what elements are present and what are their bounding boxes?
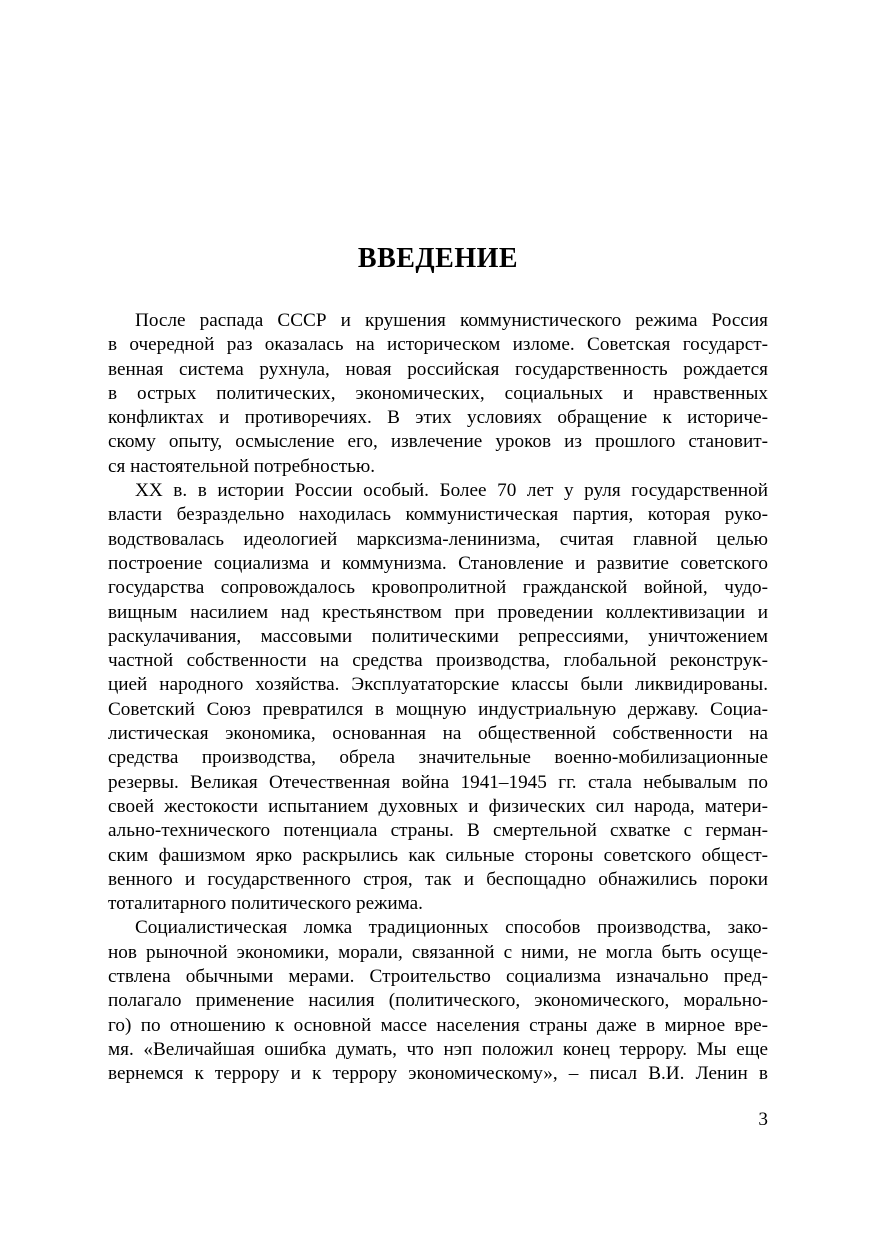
text-line: цией народного хозяйства. Эксплуататорские классы были ликвидированы. <box>108 674 768 696</box>
text-line: построение социализма и коммунизма. Становление и развитие советского <box>108 552 768 574</box>
text-line: раскулачивания, массовыми политическими репрессиями, уничтожением <box>108 625 768 647</box>
text-line: водствовалась идеологией марксизма-ленинизма, считая главной целью <box>108 528 768 550</box>
text-line: власти безраздельно находилась коммунистическая партия, которая руко- <box>108 504 768 526</box>
paragraph <box>108 916 768 1086</box>
text-line: частной собственности на средства производства, глобальной реконструк- <box>108 650 768 672</box>
text-line: ским фашизмом ярко раскрылись как сильные стороны советского общест- <box>108 844 768 866</box>
text-line: ствлена обычными мерами. Строительство социализма изначально пред- <box>108 966 768 988</box>
text-line: полагало применение насилия (политического, экономического, морально- <box>108 990 768 1012</box>
text-line: ся настоятельной потребностью. <box>108 455 376 477</box>
text-line: го) по отношению к основной массе населения страны даже в мирное вре- <box>108 1014 768 1036</box>
text-line: вернемся к террору и к террору экономическому», – писал В.И. Ленин в <box>108 1063 768 1085</box>
text-line: в острых политических, экономических, социальных и нравственных <box>108 382 768 404</box>
text-line: тоталитарного политического режима. <box>108 893 423 915</box>
text-line: венная система рухнула, новая российская государственность рождается <box>108 358 768 380</box>
paragraph <box>108 309 768 479</box>
text-line: XX в. в истории России особый. Более 70 лет у руля государственной <box>135 480 768 502</box>
text-line: в очередной раз оказалась на историческом изломе. Советская государст- <box>108 334 768 356</box>
text-line: мя. «Величайшая ошибка думать, что нэп положил конец террору. Мы еще <box>108 1038 768 1060</box>
text-line: Советский Союз превратился в мощную индустриальную державу. Социа- <box>108 698 768 720</box>
text-line: конфликтах и противоречиях. В этих условиях обращение к историче- <box>108 407 768 429</box>
text-line: вищным насилием над крестьянством при проведении коллективизации и <box>108 601 768 623</box>
text-line: государства сопровождалось кровопролитной гражданской войной, чудо- <box>108 577 768 599</box>
page-number: 3 <box>758 1109 768 1130</box>
text-line: Социалистическая ломка традиционных способов производства, зако- <box>135 917 768 939</box>
text-line: резервы. Великая Отечественная война 1941–1945 гг. стала небывалым по <box>108 771 768 793</box>
text-line: ально-технического потенциала страны. В смертельной схватке с герман- <box>108 820 768 842</box>
text-line: своей жестокости испытанием духовных и физических сил народа, матери- <box>108 795 768 817</box>
text-line: После распада СССР и крушения коммунистического режима Россия <box>135 310 768 331</box>
chapter-title: ВВЕДЕНИЕ <box>357 243 519 274</box>
text-line: скому опыту, осмысление его, извлечение уроков из прошлого становит- <box>108 431 768 453</box>
paragraph <box>108 479 768 916</box>
text-line: средства производства, обрела значительные военно-мобилизационные <box>108 747 768 769</box>
text-line: венного и государственного строя, так и беспощадно обнажились пороки <box>108 868 768 890</box>
body-text <box>108 309 768 1087</box>
text-line: нов рыночной экономики, морали, связанной с ними, не могла быть осуще- <box>108 941 768 963</box>
text-line: листическая экономика, основанная на общественной собственности на <box>108 723 768 745</box>
